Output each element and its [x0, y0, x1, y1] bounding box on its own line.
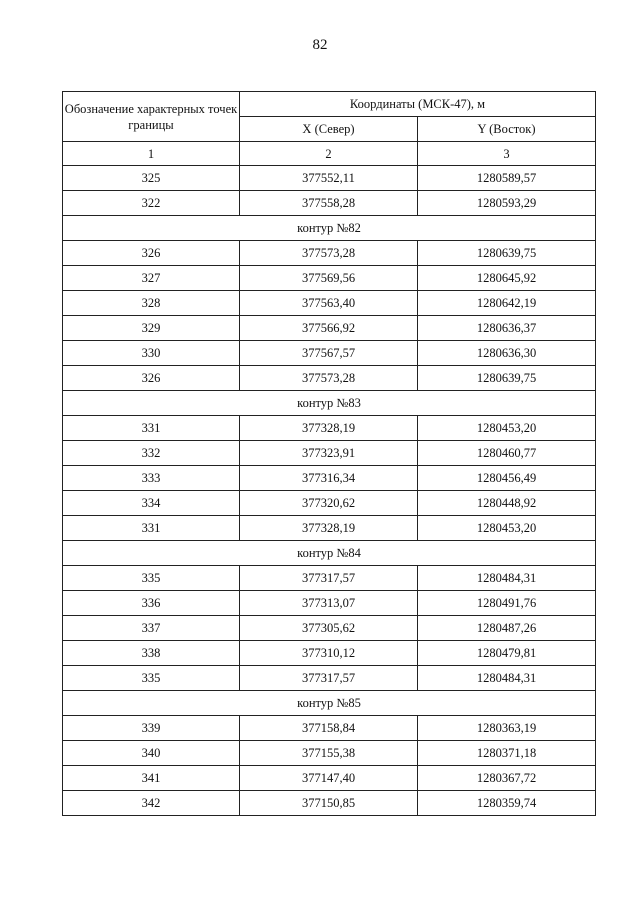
point-number: 331 [63, 516, 240, 541]
y-coordinate: 1280460,77 [418, 441, 596, 466]
table-header [63, 92, 596, 166]
point-number: 342 [63, 791, 240, 816]
y-coordinate: 1280642,19 [418, 291, 596, 316]
x-coordinate: 377323,91 [240, 441, 418, 466]
point-number: 331 [63, 416, 240, 441]
contour-row [63, 391, 596, 416]
y-coordinate: 1280484,31 [418, 666, 596, 691]
table-row [63, 341, 596, 366]
x-coordinate: 377563,40 [240, 291, 418, 316]
y-coordinate: 1280371,18 [418, 741, 596, 766]
table-row [63, 566, 596, 591]
y-coordinate: 1280456,49 [418, 466, 596, 491]
y-coordinate: 1280487,26 [418, 616, 596, 641]
table-row [63, 766, 596, 791]
x-coordinate: 377155,38 [240, 741, 418, 766]
x-coordinate: 377328,19 [240, 516, 418, 541]
contour-label: контур №83 [63, 391, 596, 416]
y-coordinate: 1280448,92 [418, 491, 596, 516]
point-number: 341 [63, 766, 240, 791]
point-number: 332 [63, 441, 240, 466]
table-row [63, 441, 596, 466]
x-coordinate: 377573,28 [240, 241, 418, 266]
point-number: 329 [63, 316, 240, 341]
table-row [63, 416, 596, 441]
contour-row [63, 541, 596, 566]
y-coordinate: 1280645,92 [418, 266, 596, 291]
x-coordinate: 377317,57 [240, 666, 418, 691]
x-coordinate: 377328,19 [240, 416, 418, 441]
x-north-header: X (Север) [240, 117, 418, 142]
point-number: 333 [63, 466, 240, 491]
y-coordinate: 1280453,20 [418, 516, 596, 541]
x-coordinate: 377317,57 [240, 566, 418, 591]
table-row [63, 741, 596, 766]
column-number: 1 [63, 142, 240, 166]
table-body [63, 166, 596, 816]
y-coordinate: 1280367,72 [418, 766, 596, 791]
point-number: 338 [63, 641, 240, 666]
table-row [63, 291, 596, 316]
table-row [63, 666, 596, 691]
coordinates-table [62, 91, 596, 816]
table-row [63, 166, 596, 191]
y-coordinate: 1280491,76 [418, 591, 596, 616]
contour-label: контур №82 [63, 216, 596, 241]
table-row [63, 366, 596, 391]
column-number: 2 [240, 142, 418, 166]
x-coordinate: 377310,12 [240, 641, 418, 666]
x-coordinate: 377573,28 [240, 366, 418, 391]
y-coordinate: 1280484,31 [418, 566, 596, 591]
x-coordinate: 377569,56 [240, 266, 418, 291]
table-row [63, 266, 596, 291]
x-coordinate: 377158,84 [240, 716, 418, 741]
table-row [63, 466, 596, 491]
point-number: 337 [63, 616, 240, 641]
x-coordinate: 377558,28 [240, 191, 418, 216]
point-number: 328 [63, 291, 240, 316]
point-number: 334 [63, 491, 240, 516]
x-coordinate: 377150,85 [240, 791, 418, 816]
point-number: 335 [63, 566, 240, 591]
table-row [63, 516, 596, 541]
y-coordinate: 1280589,57 [418, 166, 596, 191]
table-row [63, 616, 596, 641]
table-row [63, 316, 596, 341]
y-coordinate: 1280639,75 [418, 366, 596, 391]
table-row [63, 791, 596, 816]
point-number: 326 [63, 241, 240, 266]
x-coordinate: 377313,07 [240, 591, 418, 616]
point-number: 322 [63, 191, 240, 216]
point-number: 330 [63, 341, 240, 366]
x-coordinate: 377320,62 [240, 491, 418, 516]
column-number: 3 [418, 142, 596, 166]
y-coordinate: 1280593,29 [418, 191, 596, 216]
y-coordinate: 1280636,37 [418, 316, 596, 341]
y-coordinate: 1280359,74 [418, 791, 596, 816]
point-designation-header: Обозначение характерных точек границы [63, 92, 240, 142]
x-coordinate: 377316,34 [240, 466, 418, 491]
table-row [63, 641, 596, 666]
point-number: 340 [63, 741, 240, 766]
y-coordinate: 1280453,20 [418, 416, 596, 441]
table-row [63, 241, 596, 266]
point-number: 326 [63, 366, 240, 391]
y-coordinate: 1280639,75 [418, 241, 596, 266]
table-row [63, 191, 596, 216]
table-row [63, 591, 596, 616]
contour-row [63, 691, 596, 716]
x-coordinate: 377305,62 [240, 616, 418, 641]
point-number: 336 [63, 591, 240, 616]
y-east-header: Y (Восток) [418, 117, 596, 142]
table-row [63, 716, 596, 741]
x-coordinate: 377147,40 [240, 766, 418, 791]
y-coordinate: 1280479,81 [418, 641, 596, 666]
contour-row [63, 216, 596, 241]
point-number: 325 [63, 166, 240, 191]
contour-label: контур №84 [63, 541, 596, 566]
x-coordinate: 377552,11 [240, 166, 418, 191]
y-coordinate: 1280636,30 [418, 341, 596, 366]
table-row [63, 491, 596, 516]
y-coordinate: 1280363,19 [418, 716, 596, 741]
contour-label: контур №85 [63, 691, 596, 716]
point-number: 339 [63, 716, 240, 741]
coordinates-header: Координаты (МСК-47), м [240, 92, 596, 117]
x-coordinate: 377566,92 [240, 316, 418, 341]
page-number: 82 [312, 37, 328, 53]
x-coordinate: 377567,57 [240, 341, 418, 366]
point-number: 327 [63, 266, 240, 291]
point-number: 335 [63, 666, 240, 691]
